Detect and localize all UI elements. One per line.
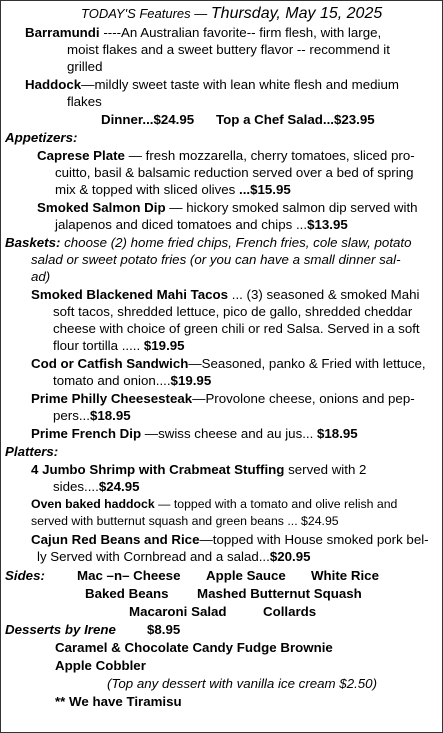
barramundi-line2: moist flakes and a sweet buttery flavor -- recommend it [67,42,390,57]
baskets-heading: Baskets: [5,235,61,250]
item-name: Prime French Dip [31,426,142,441]
item-desc: tomato and onion.... [53,373,171,388]
side-item: Collards [263,604,317,619]
tiramisu-note: ** We have Tiramisu [55,694,182,709]
item-name: Barramundi [25,25,100,40]
desserts-heading: Desserts by Irene [5,622,116,637]
caprese-line2: cuitto, basil & balsamic reduction served over a bed of spring [55,165,414,180]
page-title [81,4,382,24]
salmon-dip-line1 [37,199,418,216]
side-item: Mac –n– Cheese [77,568,181,583]
item-name: Cod or Catfish Sandwich [31,356,189,371]
features-label: TODAY'S Features — [81,6,208,21]
cajun-line2 [37,548,311,565]
item-desc: served with 2 [284,462,367,477]
caprese-line3 [55,181,291,198]
mahi-line2: soft tacos, shredded lettuce, pico de gallo, shredded cheddar [53,304,413,319]
item-desc: —topped with House smoked pork bel- [199,532,429,547]
oven-haddock-line2: served with butternut squash and green beans ... $24.95 [31,514,339,528]
french-dip-line1 [31,425,358,442]
item-desc: pers... [53,408,90,423]
item-desc: ----An Australian favorite-- firm flesh, with large, [99,25,382,40]
item-price: ...$15.95 [239,182,291,197]
barramundi-line1 [25,24,381,41]
caprese-line1 [37,147,415,164]
item-price: $24.95 [98,479,140,494]
baskets-line2: salad or sweet potato fries (or you can have a small dinner sal- [31,252,401,267]
item-price: $13.95 [307,217,348,232]
item-desc: mix & topped with sliced olives [55,182,236,197]
item-price: $20.95 [269,549,311,564]
feature-date: Thursday, May 15, 2025 [210,5,383,22]
dessert-item: Apple Cobbler [55,658,146,673]
item-price: $18.95 [89,408,131,423]
item-name: 4 Jumbo Shrimp with Crabmeat Stuffing [31,462,285,477]
item-name: Smoked Salmon Dip [37,200,166,215]
barramundi-line3: grilled [67,59,103,74]
item-name: Prime Philly Cheesesteak [31,391,193,406]
appetizers-heading: Appetizers: [5,130,78,145]
side-item: White Rice [311,568,379,583]
side-item: Mashed Butternut Squash [197,586,362,601]
item-desc: sides.... [53,479,99,494]
mahi-line1 [31,286,419,303]
baskets-line1 [5,234,412,251]
side-item: Apple Sauce [206,568,286,583]
item-desc: —Seasoned, panko & Fried with lettuce, [188,356,426,371]
mahi-line4 [53,337,185,354]
mahi-line3: cheese with choice of green chili or red Salsa. Served in a soft [53,321,420,336]
item-name: Oven baked haddock [31,497,155,511]
dessert-price: $8.95 [147,622,181,637]
item-desc: jalapenos and diced tomatoes and chips ... [55,217,308,232]
baskets-desc: choose (2) home fried chips, French fries, cole slaw, potato [60,235,412,250]
cod-line1 [31,355,426,372]
item-name: Caprese Plate [37,148,125,163]
item-desc: ly Served with Cornbread and a salad... [37,549,270,564]
dessert-item: Caramel & Chocolate Candy Fudge Brownie [55,640,333,655]
philly-line2 [53,407,131,424]
oven-haddock-line1 [31,496,397,513]
top-chef-salad-price: Top a Chef Salad...$23.95 [216,112,375,127]
item-name: Haddock [25,77,82,92]
item-name: Smoked Blackened Mahi Tacos [31,287,229,302]
item-desc: — hickory smoked salmon dip served with [165,200,418,215]
item-name: Cajun Red Beans and Rice [31,532,200,547]
item-desc: — topped with a tomato and olive relish and [154,497,398,511]
shrimp-line1 [31,461,366,478]
item-desc: — fresh mozzarella, cherry tomatoes, sliced pro- [124,148,415,163]
cod-line2 [53,372,211,389]
haddock-line1 [25,76,399,93]
shrimp-line2 [53,478,140,495]
haddock-line2: flakes [67,94,102,109]
cajun-line1 [31,531,429,548]
platters-heading: Platters: [5,444,59,459]
item-price: $19.95 [170,373,212,388]
side-item: Baked Beans [85,586,169,601]
item-desc: flour tortilla ..... [53,338,144,353]
salmon-dip-line2 [55,216,348,233]
side-item: Macaroni Salad [129,604,227,619]
item-price: $18.95 [317,426,358,441]
item-price: $19.95 [143,338,185,353]
baskets-line3: ad) [31,269,51,284]
item-desc: —mildly sweet taste with lean white flesh and medium [81,77,399,92]
sides-heading: Sides: [5,568,45,583]
dessert-note: (Top any dessert with vanilla ice cream $2.50) [107,676,378,691]
item-desc: —swiss cheese and au jus... [141,426,318,441]
item-desc: —Provolone cheese, onions and pep- [192,391,415,406]
item-desc: ... (3) seasoned & smoked Mahi [228,287,420,302]
philly-line1 [31,390,415,407]
dinner-price: Dinner...$24.95 [101,112,195,127]
